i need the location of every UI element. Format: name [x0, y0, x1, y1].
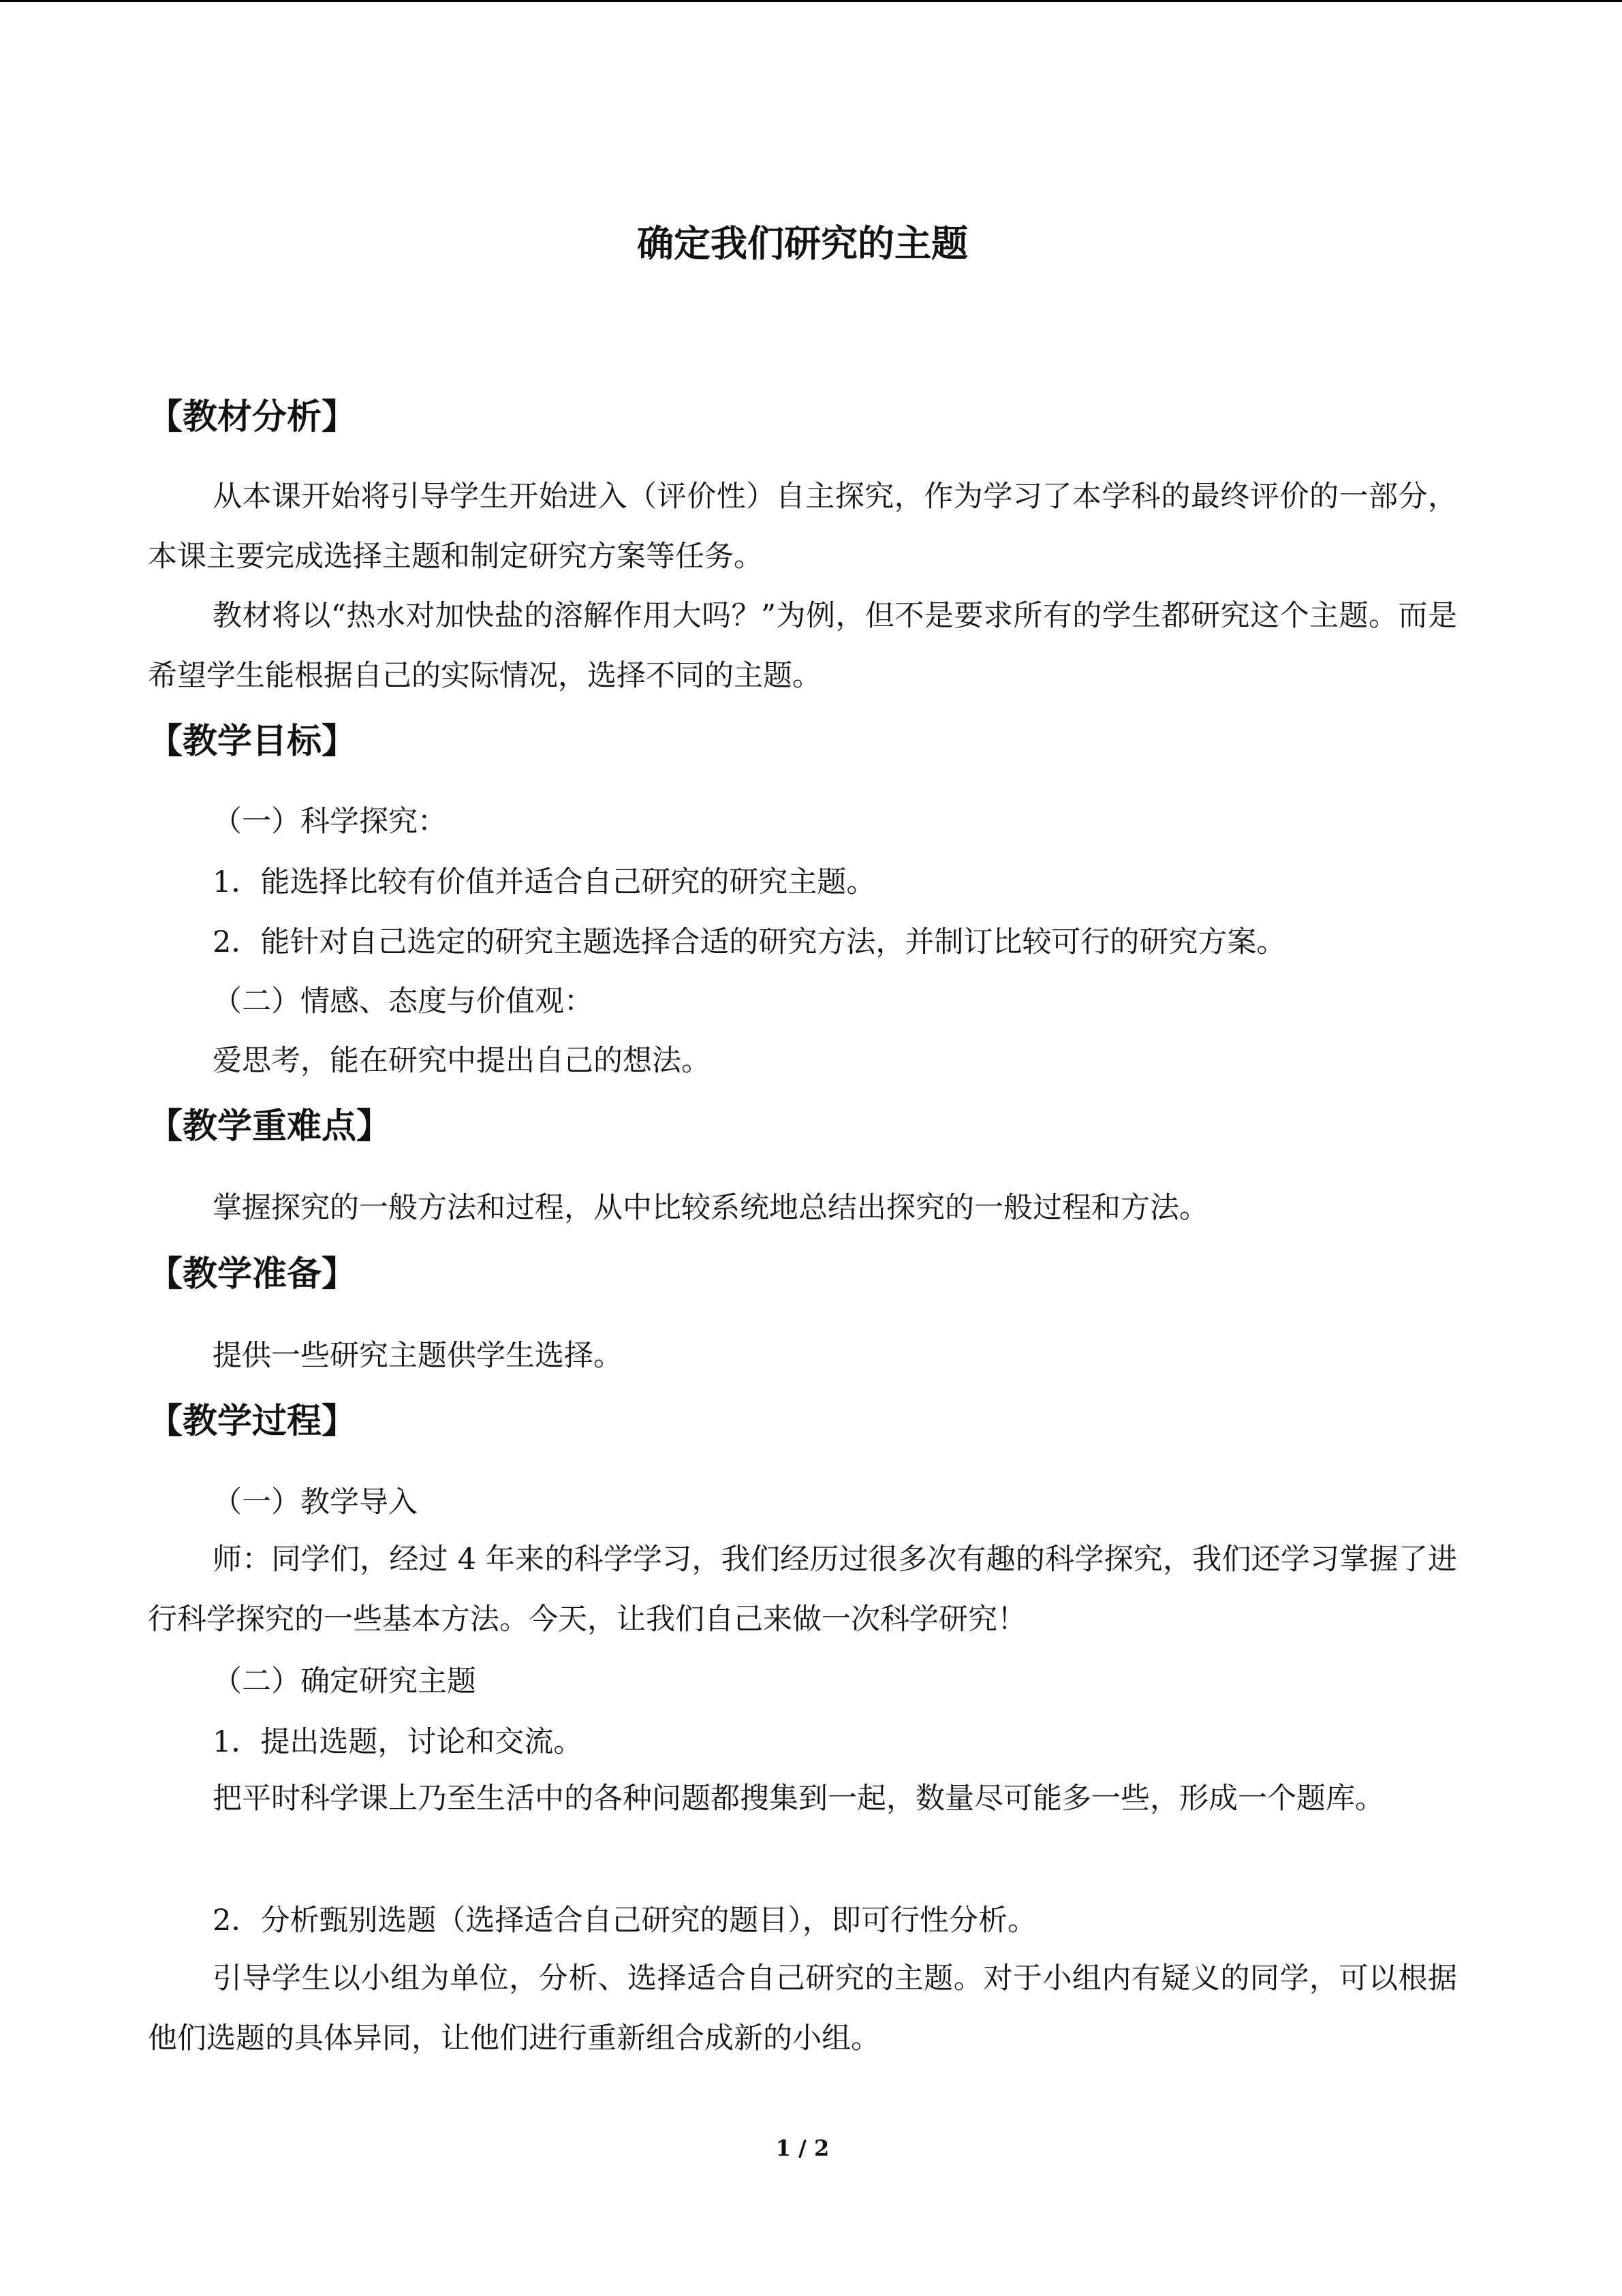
section-heading-keypoints: 【教学重难点】	[148, 1106, 392, 1147]
process-paragraph-1: 师：同学们，经过 4 年来的科学学习，我们经历过很多次有趣的科学探究，我们还学习掌握了进行科学探究的一些基本方法。今天，让我们自己来做一次科学研究！	[148, 1542, 1457, 1636]
process-paragraph-2: 把平时科学课上乃至生活中的各种问题都搜集到一起，数量尽可能多一些，形成一个题库。	[213, 1782, 1384, 1816]
analysis-paragraph-2: 教材将以“热水对加快盐的溶解作用大吗？”为例，但不是要求所有的学生都研究这个主题。而是希望学生能根据自己的实际情况，选择不同的主题。	[148, 599, 1457, 693]
process-line-1: （一）教学导入	[213, 1485, 418, 1519]
process-paragraph-3: 引导学生以小组为单位，分析、选择适合自己研究的主题。对于小组内有疑义的同学，可以根据他们选题的具体异同，让他们进行重新组合成新的小组。	[148, 1961, 1457, 2055]
section-heading-process: 【教学过程】	[148, 1401, 357, 1442]
document-page	[148, 2, 1457, 2296]
process-line-4: 2．分析甄别选题（选择适合自己研究的题目），即可行性分析。	[213, 1904, 1037, 1938]
preparation-line-1: 提供一些研究主题供学生选择。	[213, 1339, 623, 1373]
process-line-3: 1．提出选题，讨论和交流。	[213, 1725, 583, 1759]
section-heading-preparation: 【教学准备】	[148, 1254, 357, 1294]
page-number: 1 / 2	[775, 2135, 830, 2161]
goals-line-4: （二）情感、态度与价值观：	[213, 984, 593, 1019]
goals-line-1: （一）科学探究：	[213, 805, 447, 839]
goals-line-2: 1．能选择比较有价值并适合自己研究的研究主题。	[213, 865, 876, 899]
section-heading-analysis: 【教材分析】	[148, 397, 357, 437]
process-line-2: （二）确定研究主题	[213, 1664, 476, 1698]
keypoints-line-1: 掌握探究的一般方法和过程，从中比较系统地总结出探究的一般过程和方法。	[213, 1191, 1208, 1225]
goals-line-5: 爱思考，能在研究中提出自己的想法。	[213, 1044, 711, 1078]
section-heading-goals: 【教学目标】	[148, 721, 357, 762]
goals-line-3: 2．能针对自己选定的研究主题选择合适的研究方法，并制订比较可行的研究方案。	[213, 925, 1286, 959]
analysis-paragraph-1: 从本课开始将引导学生开始进入（评价性）自主探究，作为学习了本学科的最终评价的一部分，本课主要完成选择主题和制定研究方案等任务。	[148, 480, 1457, 574]
document-title: 确定我们研究的主题	[637, 221, 968, 265]
